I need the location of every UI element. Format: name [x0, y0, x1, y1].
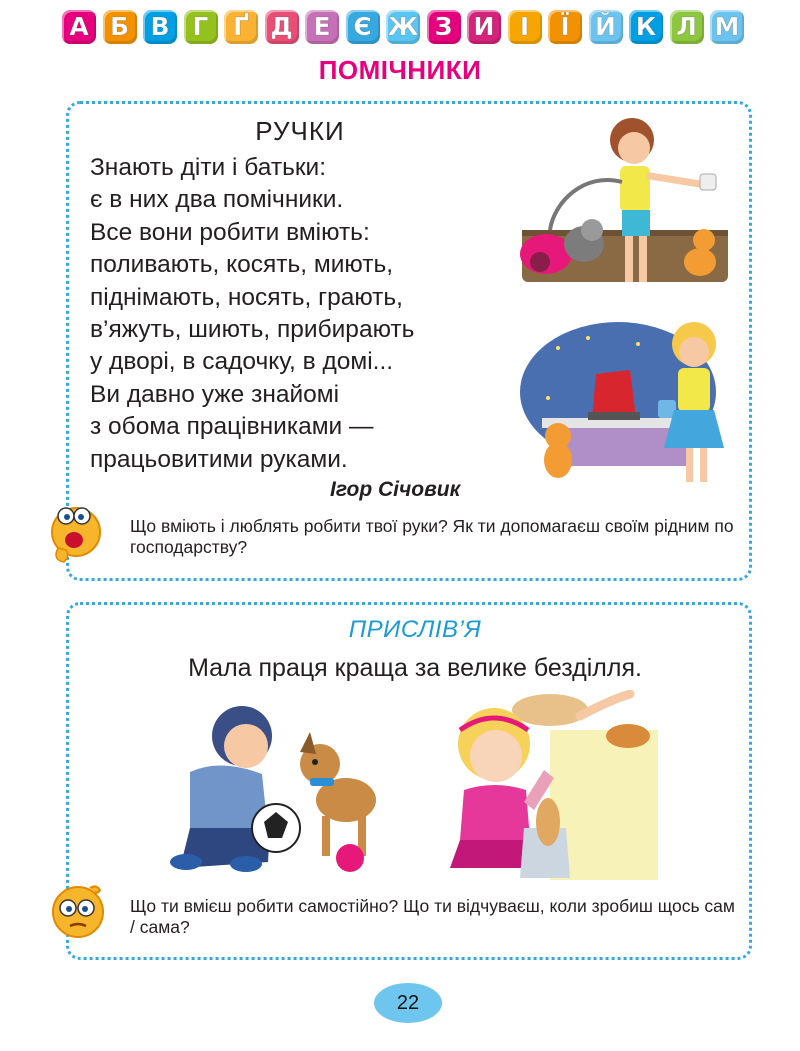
alphabet-letter: И	[467, 10, 501, 44]
surprised-emoji-icon	[44, 502, 108, 568]
alphabet-letter: Е	[305, 10, 339, 44]
poem-title: РУЧКИ	[255, 116, 345, 146]
proverb-title: ПРИСЛІВ’Я	[348, 616, 482, 643]
poem-line: у дворі, в садочку, в домі...	[90, 348, 394, 376]
question-2: Що ти вмієш робити самостійно? Що ти відчуваєш, коли зробиш щось сам / сама?	[130, 896, 735, 937]
alphabet-letter: З	[427, 10, 461, 44]
alphabet-letter: Ж	[386, 10, 420, 44]
girl-with-kettle-illustration	[518, 308, 740, 498]
question-1: Що вміють і люблять робити твої руки? Як ти допомагаєш своїм рідним по господарству?	[130, 516, 734, 557]
alphabet-letter: В	[143, 10, 177, 44]
poem-line: з обома працівниками —	[90, 413, 374, 441]
alphabet-letter: Є	[346, 10, 380, 44]
alphabet-letter: К	[629, 10, 663, 44]
alphabet-letter: І	[508, 10, 542, 44]
alphabet-letter: А	[62, 10, 96, 44]
alphabet-letter: Б	[103, 10, 137, 44]
alphabet-letter: Ї	[548, 10, 582, 44]
boy-vacuuming-illustration	[514, 112, 734, 304]
page-number: 22	[374, 983, 442, 1023]
alphabet-strip	[0, 10, 800, 48]
poem-author: Ігор Січовик	[330, 478, 461, 501]
alphabet-letter: Г	[184, 10, 218, 44]
alphabet-letter: Ґ	[224, 10, 258, 44]
proverb-text: Мала праця краща за велике безділля.	[188, 654, 642, 682]
alphabet-letter: Д	[265, 10, 299, 44]
poem-text	[90, 152, 414, 476]
girl-with-bread-illustration	[430, 690, 658, 882]
boy-tying-shoes-illustration	[150, 692, 390, 882]
alphabet-letter: Л	[670, 10, 704, 44]
thinking-emoji-icon	[46, 880, 110, 944]
poem-line: працьовитими руками.	[90, 445, 348, 473]
alphabet-letter: Й	[589, 10, 623, 44]
poem-line: є в них два помічники.	[90, 186, 344, 214]
poem-line: Ви давно уже знайомі	[90, 380, 340, 408]
section-title: ПОМІЧНИКИ	[318, 55, 482, 85]
poem-line: в’яжуть, шиють, прибирають	[90, 316, 415, 344]
poem-line: піднімають, носять, грають,	[90, 283, 403, 311]
poem-line: Знають діти і батьки:	[90, 154, 327, 181]
alphabet-letter: М	[710, 10, 744, 44]
poem-line: Все вони робити вміють:	[90, 218, 370, 246]
poem-line: поливають, косять, миють,	[90, 251, 394, 279]
